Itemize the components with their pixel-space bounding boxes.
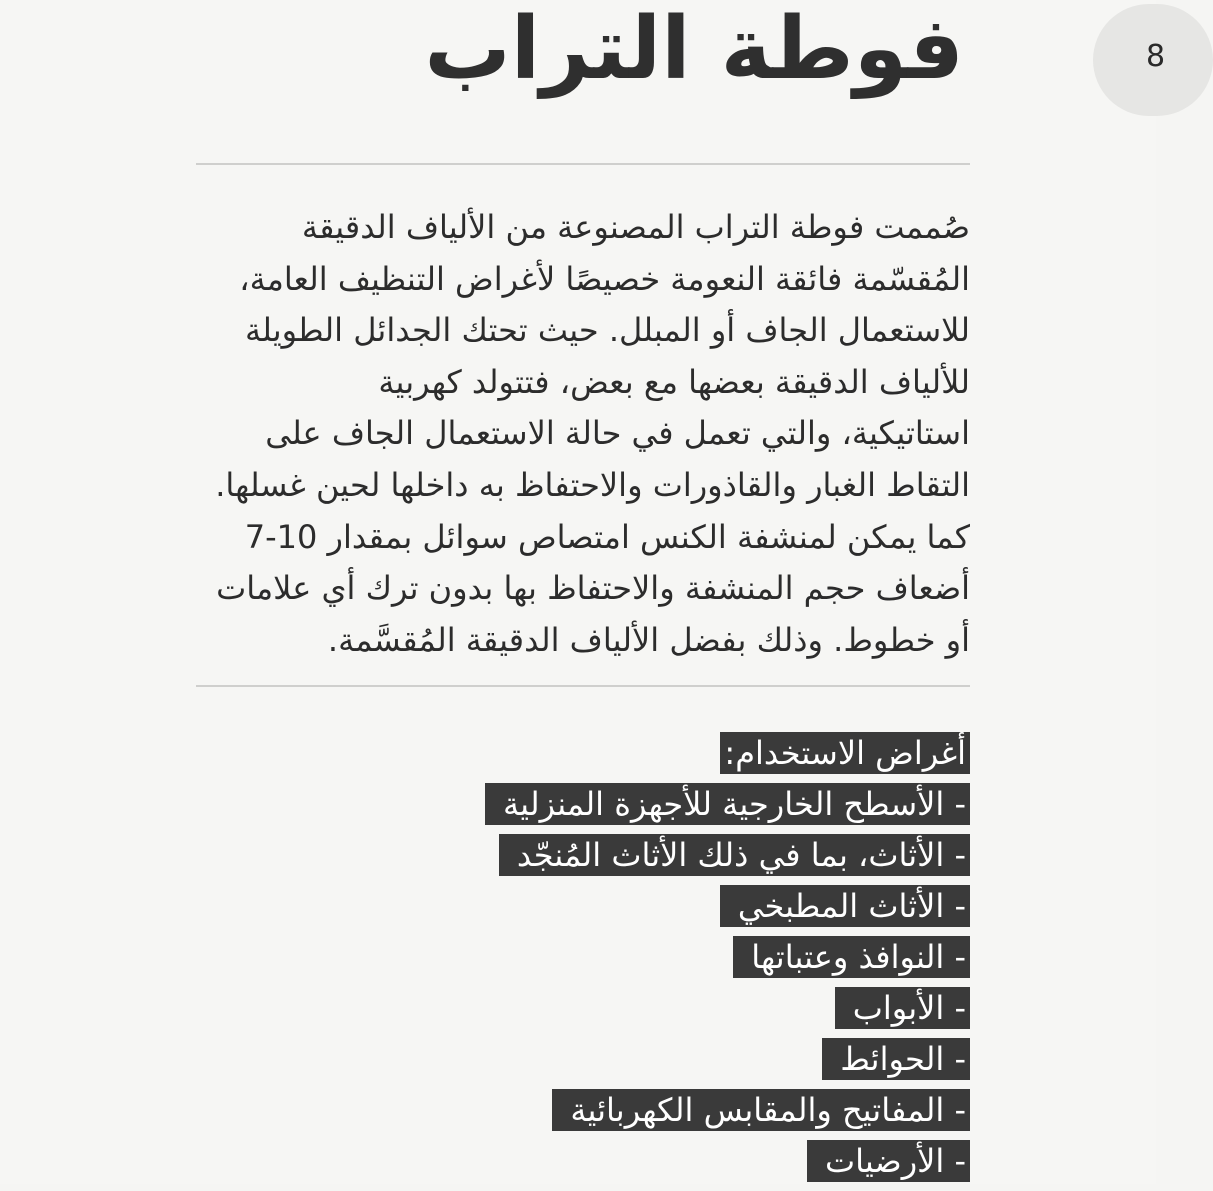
description-line: أضعاف حجم المنشفة والاحتفاظ بها بدون ترك أي علامات: [216, 569, 970, 608]
usage-item: - الأسطح الخارجية للأجهزة المنزلية: [485, 783, 970, 825]
description-line: للألياف الدقيقة بعضها مع بعض، فتتولد كهربية: [378, 362, 970, 401]
description-line: للاستعمال الجاف أو المبلل. حيث تحتك الجدائل الطويلة: [244, 311, 970, 350]
list-item: [485, 834, 970, 885]
page-title: فوطة التراب: [424, 0, 964, 99]
description-line: المُقسّمة فائقة النعومة خصيصًا لأغراض التنظيف العامة،: [239, 259, 970, 298]
list-item: [485, 885, 970, 936]
list-item: [485, 1089, 970, 1140]
usage-item: - الأثاث، بما في ذلك الأثاث المُنجّد: [499, 834, 970, 876]
usage-item: - الأرضيات: [807, 1140, 970, 1182]
usage-heading-row: [485, 732, 970, 783]
description-line: صُممت فوطة التراب المصنوعة من الألياف الدقيقة: [301, 208, 970, 246]
list-item: [485, 987, 970, 1038]
description-line: استاتيكية، والتي تعمل في حالة الاستعمال الجاف على: [265, 414, 970, 453]
usage-list: [485, 732, 970, 1191]
top-divider: [196, 163, 970, 165]
description-line: التقاط الغبار والقاذورات والاحتفاظ به داخلها لحين غسلها.: [215, 465, 970, 504]
description-line: أو خطوط. وذلك بفضل الألياف الدقيقة المُقسَّمة.: [327, 620, 970, 659]
usage-item: - المفاتيح والمقابس الكهربائية: [552, 1089, 970, 1131]
list-item: [485, 936, 970, 987]
bottom-divider: [196, 685, 970, 687]
usage-item: - الحوائط: [822, 1038, 970, 1080]
usage-item: - الأثاث المطبخي: [720, 885, 970, 927]
usage-heading: أغراض الاستخدام:: [720, 732, 970, 774]
usage-item: - النوافذ وعتباتها: [733, 936, 970, 978]
description-paragraph: [0, 202, 970, 666]
usage-item: - الأبواب: [835, 987, 970, 1029]
list-item: [485, 1140, 970, 1191]
list-item: [485, 783, 970, 834]
description-line: كما يمكن لمنشفة الكنس امتصاص سوائل بمقدار 10-7: [244, 517, 970, 556]
page-number: 8: [1146, 39, 1166, 74]
list-item: [485, 1038, 970, 1089]
